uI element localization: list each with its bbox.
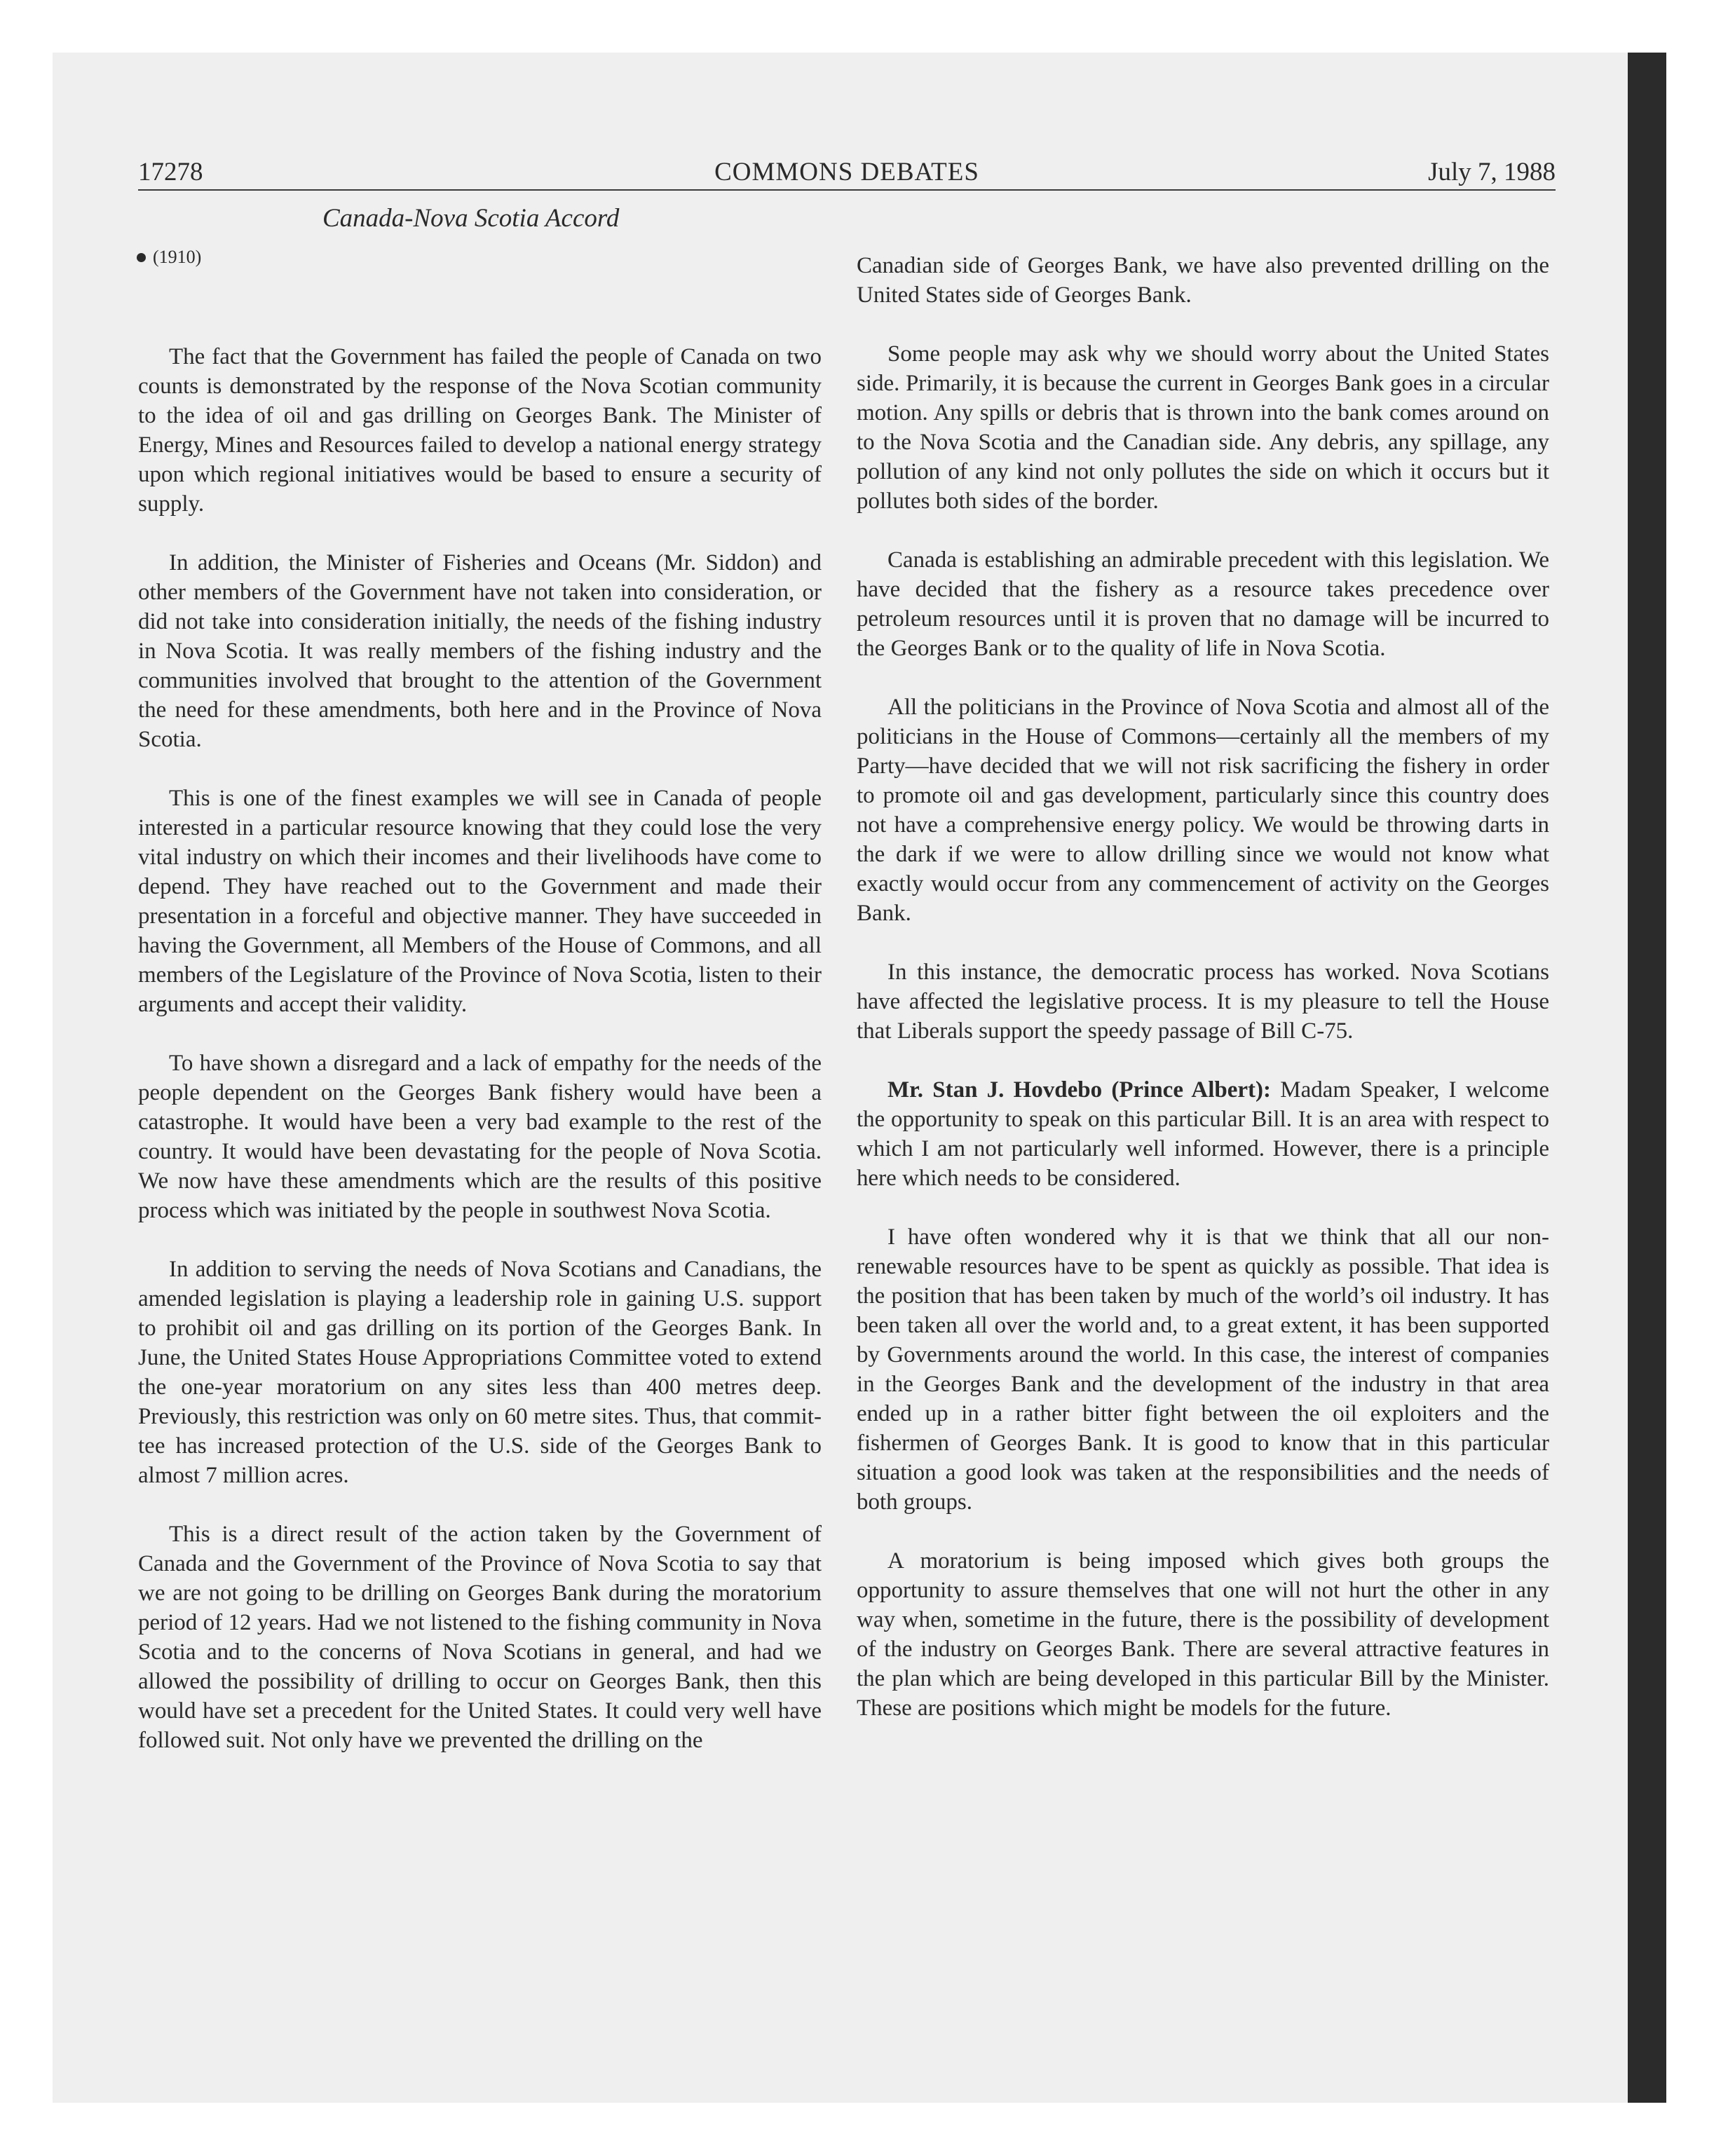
paragraph: I have often wondered why it is that we think that all our non-renewable resources have to be spent as quickly as possible. That idea is the position that has been taken by much of the world’s oil industry. It has been taken all over the world and, to a great extent, it has been supported by Governments around the world. In this case, the interest of companies in the Georges Bank and the development of the industry in that area ended up in a rather bitter fight between the oil exploiters and the fishermen of Georges Bank. It is good to know that in this particular situation a good look was taken at the responsibilities and the needs of both groups. [857, 1224, 1549, 1515]
speaker-text: Madam Speaker, I welcome the opportunity to speak on this particular Bill. It is an area with respect to which I am not particularly well informed. However, there is a principle here which needs to be considered. [857, 1077, 1549, 1191]
page-date: July 7, 1988 [1428, 158, 1556, 186]
right-column [857, 251, 1549, 1752]
speaker-name: Mr. Stan J. Hovdebo (Prince Albert): [887, 1077, 1271, 1103]
bullet-icon [137, 253, 146, 262]
paragraph: To have shown a disregard and a lack of empathy for the needs of the people dependent on the Georges Bank fishery would have been a catastrophe. It would have been a very bad example to the rest of the country. It would have been devastating for the people of Nova Scotia. We now have these amendments which are the results of this positive process which was initiated by the people in southwest Nova Scotia. [138, 1051, 822, 1223]
publication-title: COMMONS DEBATES [714, 158, 979, 186]
time-marker [137, 247, 201, 268]
time-marker-label: (1910) [153, 247, 202, 267]
section-title: Canada-Nova Scotia Accord [322, 204, 620, 233]
speaker-paragraph [857, 1075, 1549, 1193]
paragraph: Some people may ask why we should worry about the United States side. Primarily, it is because the current in Georges Bank goes in a circular motion. Any spills or debris that is thrown into the bank comes around on to the Nova Scotia and the Canadian side. Any debris, any spillage, any pollution of any kind not only pollutes the side on which it occurs but it pollutes both sides of the border. [857, 341, 1549, 514]
paragraph: This is one of the finest examples we will see in Canada of people interested in a particular resource knowing that they could lose the very vital industry on which their incomes and their livelihoods have come to depend. They have reached out to the Government and made their presentation in a forceful and objective manner. They have succeeded in having the Government, all Members of the House of Commons, and all members of the Legislature of the Province of Nova Scotia, listen to their arguments and accept their validity. [138, 786, 822, 1017]
scan-edge-shadow [1628, 53, 1666, 2103]
left-column [138, 342, 822, 1785]
paragraph: This is a direct result of the action taken by the Government of Canada and the Government of the Province of Nova Scotia to say that we are not going to be drilling on Georges Bank during the moratorium period of 12 years. Had we not listened to the fishing community in Nova Scotia and to the concerns of Nova Scotians in general, and had we allowed the possibility of drilling to occur on Georges Bank, then this would have set a precedent for the United States. It could very well have followed suit. Not only have we prevented the drilling on the [138, 1522, 822, 1753]
paragraph: The fact that the Government has failed the people of Canada on two counts is demonstrated by the response of the Nova Scotian community to the idea of oil and gas drilling on Georges Bank. The Minister of Energy, Mines and Resources failed to develop a national energy strategy upon which regional initiatives would be based to ensure a security of supply. [138, 344, 822, 517]
paragraph: In addition, the Minister of Fisheries and Oceans (Mr. Siddon) and other members of the Government have not taken into consideration, or did not take into consideration initially, the needs of the fishing industry in Nova Scotia. It was really members of the fishing industry and the communities involved that brought to the attention of the Government the need for these amendments, both here and in the Province of Nova Scotia. [138, 550, 822, 752]
paragraph: Canada is establishing an admirable precedent with this legislation. We have decided that the fishery as a resource takes precedence over petroleum resources until it is proven that no damage will be incurred to the Georges Bank or to the quality of life in Nova Scotia. [857, 547, 1549, 661]
paragraph-continuation: Canadian side of Georges Bank, we have also prevented drilling on the United States side of Georges Bank. [857, 253, 1549, 308]
paragraph: All the politicians in the Province of Nova Scotia and almost all of the politicians in the House of Commons—certainly all the members of my Party—have decided that we will not risk sacrificing the fishery in order to promote oil and gas development, particularly since this country does not have a comprehensive energy policy. We would be throwing darts in the dark if we were to allow drilling since we would not know what exactly would occur from any commencement of activity on the Georges Bank. [857, 695, 1549, 926]
paragraph: In addition to serving the needs of Nova Scotians and Canadians, the amended legislation is playing a leadership role in gaining U.S. support to prohibit oil and gas drilling on its portion of the Georges Bank. In June, the United States House Appropriations Committee voted to extend the one-year moratorium on any sites less than 400 metres deep. Previously, this restriction was only on 60 metre sites. Thus, that committee has increased protection of the U.S. side of the Georges Bank to almost 7 million acres. [138, 1257, 822, 1488]
paragraph: A moratorium is being imposed which gives both groups the opportunity to assure themselves that one will not hurt the other in any way when, sometime in the future, there is the possibility of development of the industry on Georges Bank. There are several attractive features in the plan which are being developed in this particular Bill by the Minister. These are positions which might be models for the future. [857, 1548, 1549, 1721]
paragraph: In this instance, the democratic process has worked. Nova Scotians have affected the legislative process. It is my pleasure to tell the House that Liberals support the speedy passage of Bill C-75. [857, 960, 1549, 1044]
page-header [138, 156, 1556, 191]
page-number: 17278 [138, 158, 203, 186]
